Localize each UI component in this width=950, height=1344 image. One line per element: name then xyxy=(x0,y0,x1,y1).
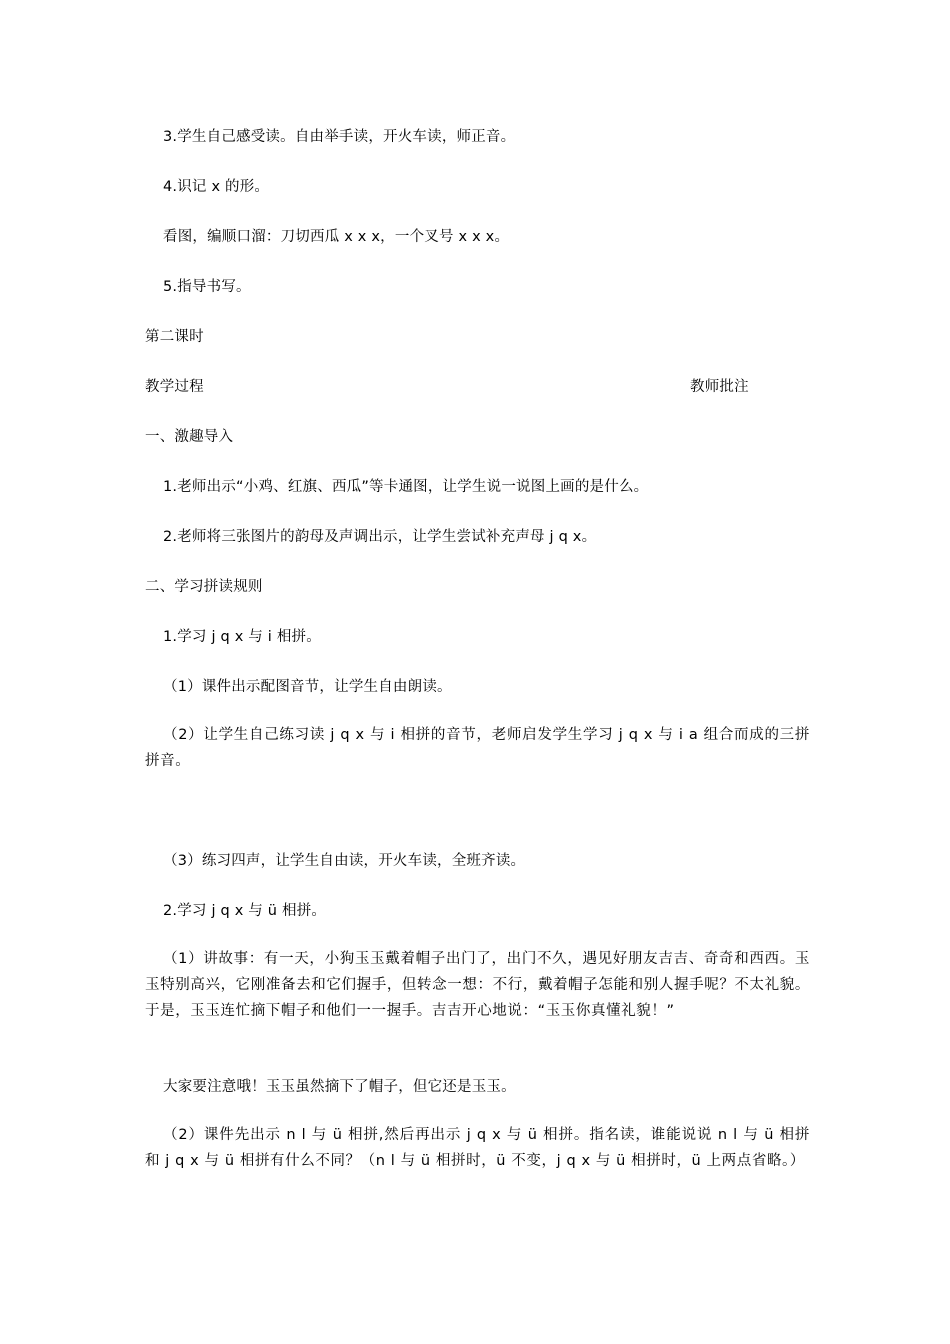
part-1-item-1: 1.老师出示“小鸡、红旗、西瓜”等卡通图，让学生说一说图上画的是什么。 xyxy=(163,479,649,495)
teaching-process-heading: 教学过程 xyxy=(145,379,204,395)
story-note: 大家要注意哦！玉玉虽然摘下了帽子，但它还是玉玉。 xyxy=(163,1079,516,1095)
step-5-text: 5.指导书写。 xyxy=(163,279,251,295)
part-1-item-2: 2.老师将三张图片的韵母及声调出示，让学生尝试补充声母 j q x。 xyxy=(163,529,597,545)
part-2-item-2: 2.学习 j q x 与 ü 相拼。 xyxy=(163,903,327,919)
part-2-item-1-sub-1: （1）课件出示配图音节，让学生自由朗读。 xyxy=(163,679,452,695)
comparison-paragraph: （2）课件先出示 n l 与 ü 相拼,然后再出示 j q x 与 ü 相拼。指名读，谁能说说 n l 与 ü 相拼和 j q x 与 ü 相拼有什么不同？（n l 与 ü 相拼时，ü 不变，j q x 与 ü 相拼时，ü 上两点省略。） xyxy=(145,1127,810,1169)
rhyme-text: 看图，编顺口溜：刀切西瓜 x x x，一个叉号 x x x。 xyxy=(163,229,510,245)
part-2-heading: 二、学习拼读规则 xyxy=(145,579,263,595)
part-1-heading: 一、激趣导入 xyxy=(145,429,234,445)
section-heading-second-lesson: 第二课时 xyxy=(145,329,204,345)
teacher-note-heading: 教师批注 xyxy=(690,379,749,395)
part-2-item-1-sub-3: （3）练习四声，让学生自由读，开火车读，全班齐读。 xyxy=(163,853,526,869)
story-paragraph: （1）讲故事：有一天，小狗玉玉戴着帽子出门了，出门不久，遇见好朋友吉吉、奇奇和西西。玉玉特别高兴，它刚准备去和它们握手，但转念一想：不行，戴着帽子怎能和别人握手呢？不太礼貌。于是，玉玉连忙摘下帽子和他们一一握手。吉吉开心地说：“玉玉你真懂礼貌！” xyxy=(145,951,810,1019)
part-2-item-1: 1.学习 j q x 与 i 相拼。 xyxy=(163,629,321,645)
part-2-item-1-sub-2: （2）让学生自己练习读 j q x 与 i 相拼的音节，老师启发学生学习 j q x 与 i a 组合而成的三拼拼音。 xyxy=(145,727,810,769)
step-3-text: 3.学生自己感受读。自由举手读，开火车读，师正音。 xyxy=(163,129,516,145)
step-4-text: 4.识记 x 的形。 xyxy=(163,179,270,195)
